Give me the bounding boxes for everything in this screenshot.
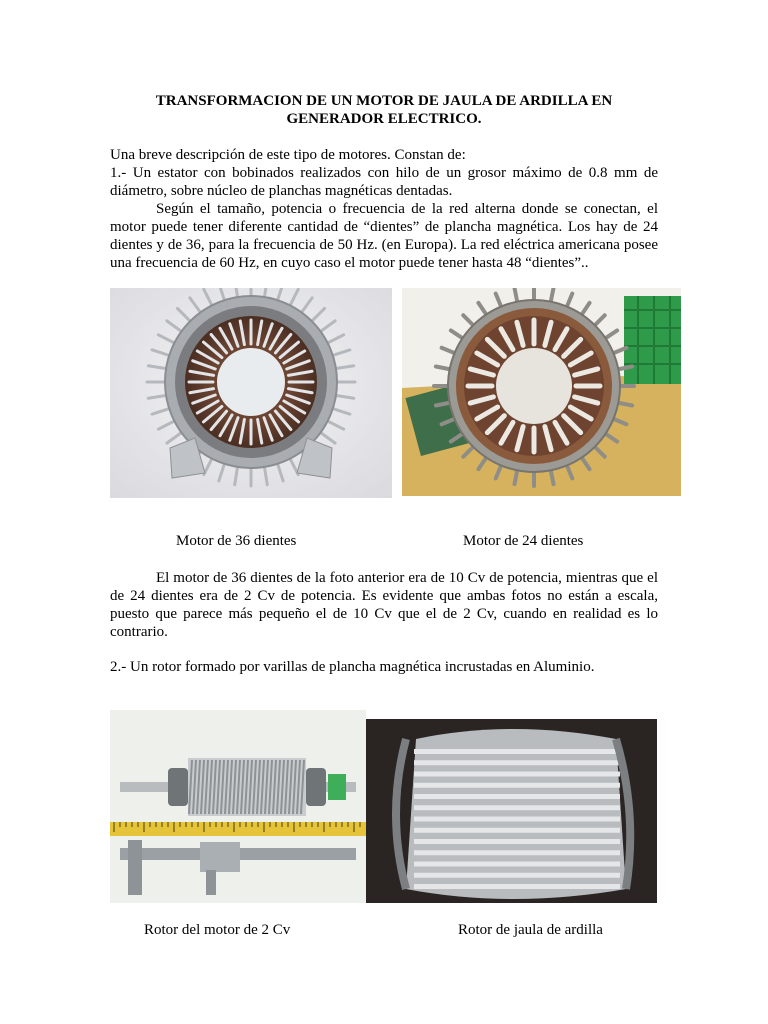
power-paragraph: El motor de 36 dientes de la foto anterior era de 10 Cv de potencia, mientras que el de 24 dientes era de 2 Cv de potencia. Es evidente que ambas fotos no están a escala, puesto que parece más pequeño el de 10 Cv que el de 2 Cv, cuando en realidad es lo contrario. <box>110 570 658 640</box>
rotor-2cv-photo <box>110 710 366 903</box>
stator-36-teeth-photo <box>110 288 392 498</box>
item-1-stator: 1.- Un estator con bobinados realizados con hilo de un grosor máximo de 0.8 mm de diámetro, sobre núcleo de planchas magnéticas dentadas. <box>110 165 658 199</box>
caption-rotor-cage: Rotor de jaula de ardilla <box>458 922 603 938</box>
teeth-paragraph: Según el tamaño, potencia o frecuencia de la red alterna donde se conectan, el motor puede tener diferente cantidad de “dientes” de plancha magnética. Los hay de 24 dientes y de 36, para la frecuencia de 50 Hz. (en Europa). La red eléctrica americana posee una frecuencia de 60 Hz, en cuyo caso el motor puede tener hasta 48 “dientes”.. <box>110 201 658 271</box>
stator-24-teeth-photo <box>402 288 681 496</box>
caption-stator-36: Motor de 36 dientes <box>176 533 297 549</box>
intro-paragraph: Una breve descripción de este tipo de motores. Constan de: <box>110 147 466 163</box>
caption-stator-24: Motor de 24 dientes <box>463 533 584 549</box>
item-2-rotor: 2.- Un rotor formado por varillas de plancha magnética incrustadas en Aluminio. <box>110 659 595 675</box>
title-line-2: GENERADOR ELECTRICO. <box>286 111 482 127</box>
caption-rotor-2cv: Rotor del motor de 2 Cv <box>144 922 291 938</box>
document-title <box>110 92 658 128</box>
squirrel-cage-rotor-photo <box>366 719 657 903</box>
title-line-1: TRANSFORMACION DE UN MOTOR DE JAULA DE ARDILLA EN <box>155 93 613 109</box>
